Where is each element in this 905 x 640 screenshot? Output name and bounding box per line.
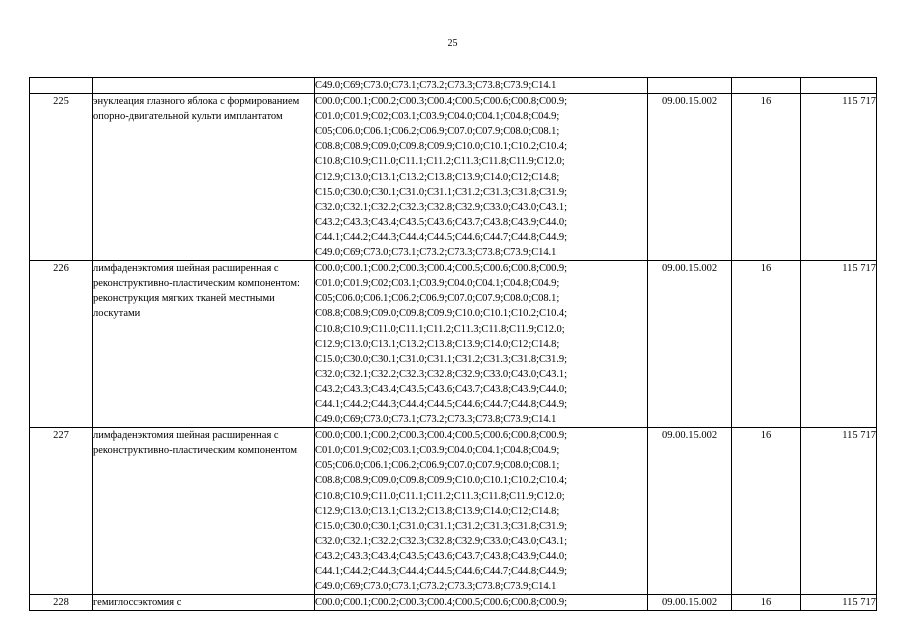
icd-codes-cell	[315, 595, 648, 611]
table-row	[30, 78, 877, 94]
icd-codes-cell	[315, 94, 648, 261]
icd-code-line: C15.0;C30.0;C30.1;C31.0;C31.1;C31.2;C31.3;C31.8;C31.9;	[315, 520, 567, 532]
icd-codes-cell	[315, 428, 648, 595]
cost-cell: 115 717	[801, 261, 877, 428]
icd-code-line: C08.8;C08.9;C09.0;C09.8;C09.9;C10.0;C10.1;C10.2;C10.4;	[315, 141, 567, 153]
cost-cell: 115 717	[801, 595, 877, 611]
icd-code-line: C32.0;C32.1;C32.2;C32.3;C32.8;C32.9;C33.0;C43.0;C43.1;	[315, 201, 567, 213]
tariff-table	[29, 77, 877, 611]
icd-code-line: C32.0;C32.1;C32.2;C32.3;C32.8;C32.9;C33.0;C43.0;C43.1;	[315, 535, 567, 547]
row-number-cell: 225	[30, 94, 93, 261]
icd-code-line: C10.8;C10.9;C11.0;C11.1;C11.2;C11.3;C11.8;C11.9;C12.0;	[315, 323, 565, 335]
icd-code-line: C32.0;C32.1;C32.2;C32.3;C32.8;C32.9;C33.0;C43.0;C43.1;	[315, 368, 567, 380]
row-number-cell: 228	[30, 595, 93, 611]
icd-code-line: C05;C06.0;C06.1;C06.2;C06.9;C07.0;C07.9;C08.0;C08.1;	[315, 460, 560, 472]
icd-code-line: C49.0;C69;C73.0;C73.1;C73.2;C73.3;C73.8;C73.9;C14.1	[315, 414, 557, 426]
table-row	[30, 261, 877, 428]
model-number-cell: 16	[732, 595, 801, 611]
icd-code-line: C43.2;C43.3;C43.4;C43.5;C43.6;C43.7;C43.8;C43.9;C44.0;	[315, 550, 567, 562]
icd-code-line: C01.0;C01.9;C02;C03.1;C03.9;C04.0;C04.1;C04.8;C04.9;	[315, 445, 560, 457]
icd-code-line: C00.0;C00.1;C00.2;C00.3;C00.4;C00.5;C00.6;C00.8;C00.9;	[315, 263, 567, 275]
icd-code-line: C12.9;C13.0;C13.1;C13.2;C13.8;C13.9;C14.0;C12;C14.8;	[315, 171, 560, 183]
icd-code-line: C00.0;C00.1;C00.2;C00.3;C00.4;C00.5;C00.6;C00.8;C00.9;	[315, 430, 567, 442]
icd-code-line: C43.2;C43.3;C43.4;C43.5;C43.6;C43.7;C43.8;C43.9;C44.0;	[315, 383, 567, 395]
icd-code-line: C08.8;C08.9;C09.0;C09.8;C09.9;C10.0;C10.1;C10.2;C10.4;	[315, 475, 567, 487]
icd-code-line: C12.9;C13.0;C13.1;C13.2;C13.8;C13.9;C14.0;C12;C14.8;	[315, 505, 560, 517]
icd-code-line: C49.0;C69;C73.0;C73.1;C73.2;C73.3;C73.8;C73.9;C14.1	[315, 581, 557, 593]
row-number-cell: 227	[30, 428, 93, 595]
icd-code-line: C00.0;C00.1;C00.2;C00.3;C00.4;C00.5;C00.6;C00.8;C00.9;	[315, 597, 567, 609]
icd-code-line: C01.0;C01.9;C02;C03.1;C03.9;C04.0;C04.1;C04.8;C04.9;	[315, 278, 560, 290]
icd-code-line: C44.1;C44.2;C44.3;C44.4;C44.5;C44.6;C44.7;C44.8;C44.9;	[315, 566, 567, 577]
icd-code-line: C05;C06.0;C06.1;C06.2;C06.9;C07.0;C07.9;C08.0;C08.1;	[315, 126, 560, 138]
cost-cell	[801, 78, 877, 94]
icd-code-line: C01.0;C01.9;C02;C03.1;C03.9;C04.0;C04.1;C04.8;C04.9;	[315, 111, 560, 123]
icd-codes-cell	[315, 78, 648, 94]
intervention-name-cell: лимфаденэктомия шейная расширенная с реконструктивно-пластическим компонентом: реконструкция мягких тканей местными лоскутами	[93, 261, 315, 428]
model-number-cell: 16	[732, 94, 801, 261]
icd-code-line: C12.9;C13.0;C13.1;C13.2;C13.8;C13.9;C14.0;C12;C14.8;	[315, 338, 560, 350]
intervention-name-cell: лимфаденэктомия шейная расширенная с реконструктивно-пластическим компонентом	[93, 428, 315, 595]
icd-code-line: C10.8;C10.9;C11.0;C11.1;C11.2;C11.3;C11.8;C11.9;C12.0;	[315, 156, 565, 168]
icd-code-line: C49.0;C69;C73.0;C73.1;C73.2;C73.3;C73.8;C73.9;C14.1	[315, 80, 557, 91]
icd-code-line: C43.2;C43.3;C43.4;C43.5;C43.6;C43.7;C43.8;C43.9;C44.0;	[315, 216, 567, 228]
service-code-cell: 09.00.15.002	[648, 595, 732, 611]
cost-cell: 115 717	[801, 94, 877, 261]
service-code-cell: 09.00.15.002	[648, 94, 732, 261]
icd-code-line: C00.0;C00.1;C00.2;C00.3;C00.4;C00.5;C00.6;C00.8;C00.9;	[315, 96, 567, 108]
cost-cell: 115 717	[801, 428, 877, 595]
icd-code-line: C49.0;C69;C73.0;C73.1;C73.2;C73.3;C73.8;C73.9;C14.1	[315, 247, 557, 259]
model-number-cell: 16	[732, 261, 801, 428]
icd-code-line: C44.1;C44.2;C44.3;C44.4;C44.5;C44.6;C44.7;C44.8;C44.9;	[315, 398, 567, 410]
row-number-cell: 226	[30, 261, 93, 428]
icd-code-line: C44.1;C44.2;C44.3;C44.4;C44.5;C44.6;C44.7;C44.8;C44.9;	[315, 231, 567, 243]
service-code-cell: 09.00.15.002	[648, 261, 732, 428]
icd-code-line: C08.8;C08.9;C09.0;C09.8;C09.9;C10.0;C10.1;C10.2;C10.4;	[315, 308, 567, 320]
model-number-cell: 16	[732, 428, 801, 595]
intervention-name-cell	[93, 78, 315, 94]
table-row	[30, 94, 877, 261]
service-code-cell: 09.00.15.002	[648, 428, 732, 595]
icd-code-line: C15.0;C30.0;C30.1;C31.0;C31.1;C31.2;C31.3;C31.8;C31.9;	[315, 353, 567, 365]
table-row	[30, 595, 877, 611]
table-row	[30, 428, 877, 595]
icd-code-line: C05;C06.0;C06.1;C06.2;C06.9;C07.0;C07.9;C08.0;C08.1;	[315, 293, 560, 305]
model-number-cell	[732, 78, 801, 94]
page-number: 25	[447, 38, 458, 49]
row-number-cell	[30, 78, 93, 94]
icd-code-line: C10.8;C10.9;C11.0;C11.1;C11.2;C11.3;C11.8;C11.9;C12.0;	[315, 490, 565, 502]
icd-codes-cell	[315, 261, 648, 428]
intervention-name-cell: энуклеация глазного яблока с формированием опорно-двигательной культи имплантатом	[93, 94, 315, 261]
service-code-cell	[648, 78, 732, 94]
icd-code-line: C15.0;C30.0;C30.1;C31.0;C31.1;C31.2;C31.3;C31.8;C31.9;	[315, 186, 567, 198]
intervention-name-cell: гемиглоссэктомия с	[93, 595, 315, 611]
